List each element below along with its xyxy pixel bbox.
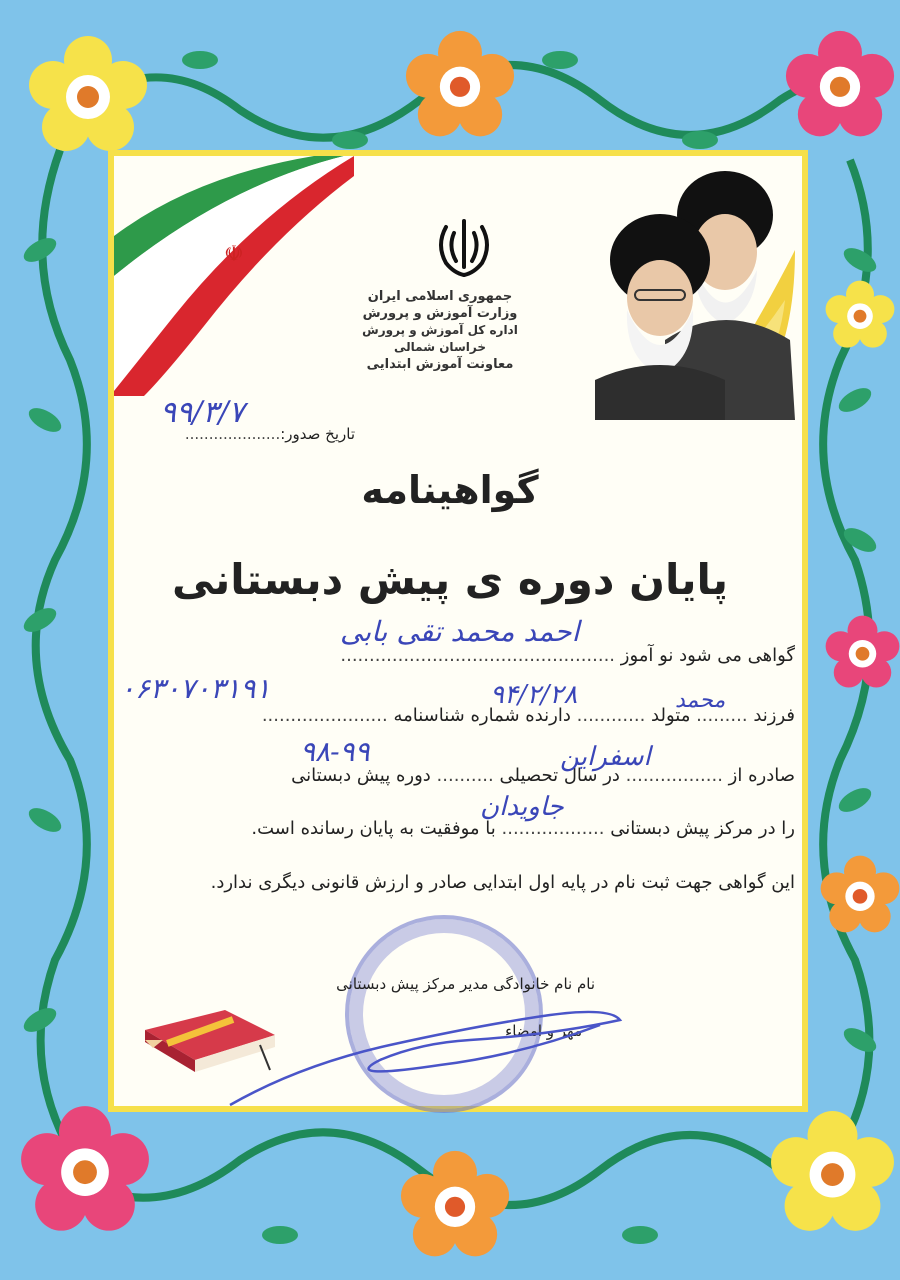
center-name-value: جاویدان: [480, 792, 564, 822]
school-year-value: ۹۸-۹۹: [300, 735, 370, 768]
flower-icon: [400, 1150, 510, 1260]
line4-end: با موفقیت به پایان رسانده است.: [251, 818, 496, 839]
flower-icon: [405, 30, 515, 140]
line2-birth-label: متولد: [651, 705, 691, 726]
seal-signature-label: مهر و امضاء: [505, 1022, 582, 1040]
line1-text: گواهی می شود نو آموز: [620, 645, 795, 666]
line1-dots: ................................................: [340, 645, 616, 666]
flower-icon: [785, 30, 895, 140]
principal-name-label: نام نام خانوادگی مدیر مرکز پیش دبستانی: [336, 975, 595, 993]
iran-flag-icon: [114, 156, 354, 396]
certificate-title: گواهینامه: [361, 468, 539, 512]
line2-dots-b: ............: [576, 705, 646, 726]
flower-icon: [825, 280, 895, 350]
line3-year-label: در سال تحصیلی: [499, 765, 620, 786]
certificate-subtitle: پایان دوره ی پیش دبستانی: [171, 555, 729, 604]
line3-dots-a: .................: [625, 765, 723, 786]
father-name-value: محمد: [675, 688, 726, 713]
line3-issued-label: صادره از: [728, 765, 795, 786]
line3-dots-b: ..........: [436, 765, 494, 786]
org-line: وزارت آموزش و پرورش: [362, 306, 518, 321]
iran-emblem-icon: [432, 215, 496, 279]
issue-date-value: ۹۹/۳/۷: [160, 395, 245, 430]
body-line-5: این گواهی جهت ثبت نام در پایه اول ابتدایی صادر و ارزش قانونی دیگری ندارد.: [210, 872, 795, 893]
issued-from-value: اسفراین: [560, 742, 651, 772]
line2-dots-c: ......................: [261, 705, 388, 726]
book-pencil-icon: [135, 1000, 285, 1080]
svg-text:☫: ☫: [224, 242, 244, 267]
line2-father-label: فرزند: [753, 705, 795, 726]
leaders-portrait: [595, 160, 805, 420]
line3-course-label: دوره پیش دبستانی: [291, 765, 431, 786]
organization-header: [340, 288, 540, 373]
flower-icon: [820, 855, 900, 935]
birth-date-value: ۹۴/۲/۲۸: [490, 680, 578, 710]
student-name-value: احمد محمد تقی بابی: [340, 615, 580, 648]
flower-icon: [825, 615, 900, 690]
line2-id-label: دارنده شماره شناسنامه: [393, 705, 571, 726]
line4-dots: ..................: [501, 818, 605, 839]
issue-date-label: تاریخ صدور:: [280, 425, 355, 443]
flower-icon: [770, 1110, 895, 1235]
line2-dots-a: .........: [696, 705, 748, 726]
body-line-3: [291, 765, 795, 786]
flower-icon: [28, 35, 148, 155]
org-line: جمهوری اسلامی ایران: [367, 289, 513, 304]
org-line: اداره کل آموزش و پرورش خراسان شمالی: [362, 323, 518, 354]
id-number-value: ۰۶۳۰۷۰۳۱۹۱: [120, 672, 271, 705]
line4-center-label: را در مرکز پیش دبستانی: [610, 818, 795, 839]
org-line: معاونت آموزش ابتدایی: [366, 357, 514, 372]
body-line-1: [340, 645, 795, 666]
flower-icon: [20, 1105, 150, 1235]
issue-date-dots: ....................: [184, 425, 281, 443]
